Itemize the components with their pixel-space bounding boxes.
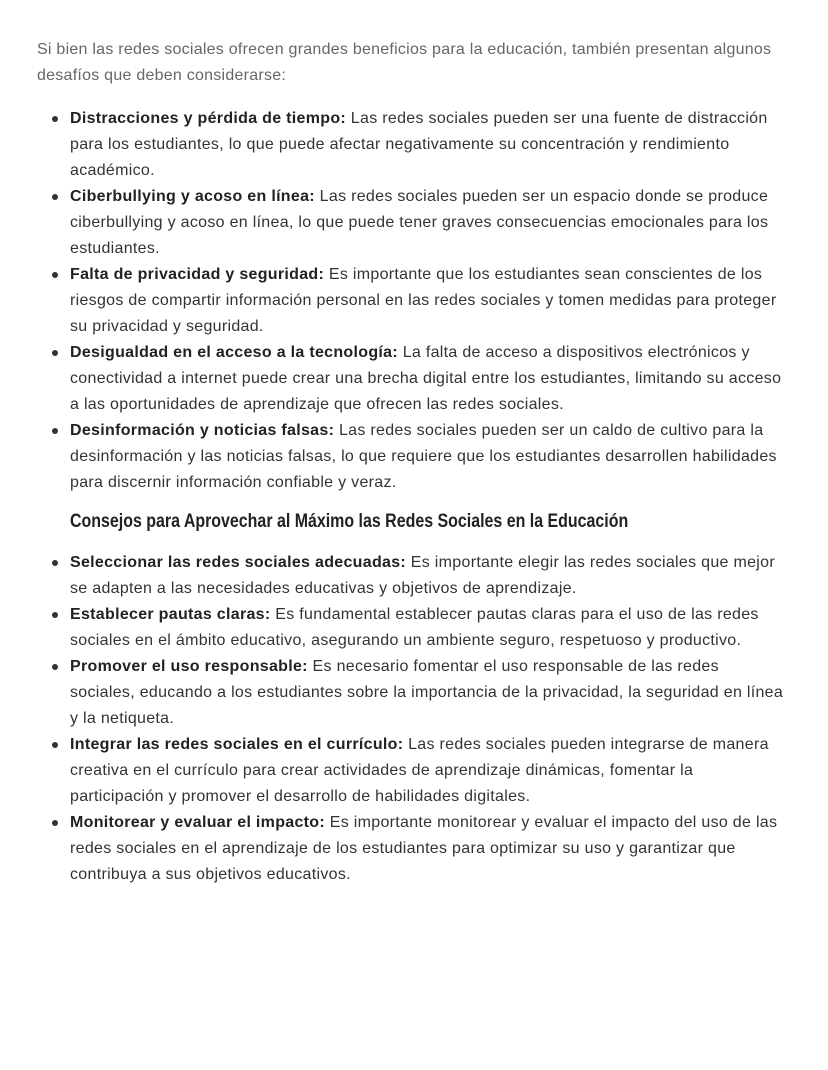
item-text: Es fundamental establecer pautas claras para el uso de las redes sociales en el ámbito educativo, asegurando un ambiente seguro, respetuoso y productivo. — [70, 606, 759, 649]
item-title: Seleccionar las redes sociales adecuadas: — [70, 554, 407, 571]
item-title: Integrar las redes sociales en el currículo: — [70, 736, 404, 753]
item-title: Desinformación y noticias falsas: — [70, 422, 335, 439]
item-title: Establecer pautas claras: — [70, 606, 271, 623]
list-item — [70, 184, 787, 262]
item-title: Promover el uso responsable: — [70, 658, 308, 675]
list-item — [70, 262, 787, 340]
item-title: Ciberbullying y acoso en línea: — [70, 188, 315, 205]
list-item — [70, 654, 787, 732]
intro-paragraph: Si bien las redes sociales ofrecen grandes beneficios para la educación, también presentan algunos desafíos que deben considerarse: — [37, 41, 772, 84]
item-title: Desigualdad en el acceso a la tecnología: — [70, 344, 398, 361]
section-heading: Consejos para Aprovechar al Máximo las Redes Sociales en la Educación — [70, 511, 629, 532]
item-text: Las redes sociales pueden ser un caldo de cultivo para la desinformación y las noticias falsas, lo que requiere que los estudiantes desarrollen habilidades para discernir información confiable y veraz. — [70, 422, 777, 491]
item-text: Es importante que los estudiantes sean conscientes de los riesgos de compartir información personal en las redes sociales y tomen medidas para proteger su privacidad y seguridad. — [70, 266, 777, 335]
item-title: Distracciones y pérdida de tiempo: — [70, 110, 347, 127]
item-text: Es importante elegir las redes sociales que mejor se adapten a las necesidades educativas y objetivos de aprendizaje. — [70, 554, 775, 597]
list-item — [70, 810, 787, 888]
item-text: Es importante monitorear y evaluar el impacto del uso de las redes sociales en el aprendizaje de los estudiantes para optimizar su uso y garantizar que contribuya a sus objetivos educativos. — [70, 814, 778, 883]
tips-list — [37, 550, 787, 888]
list-item — [70, 106, 787, 184]
item-title: Falta de privacidad y seguridad: — [70, 266, 325, 283]
list-item — [70, 340, 787, 418]
list-item — [70, 418, 787, 496]
item-title: Monitorear y evaluar el impacto: — [70, 814, 326, 831]
list-item — [70, 602, 787, 654]
item-text: Las redes sociales pueden ser una fuente de distracción para los estudiantes, lo que puede afectar negativamente su concentración y rendimiento académico. — [70, 110, 768, 179]
article-content — [37, 37, 787, 888]
list-item — [70, 550, 787, 602]
challenges-list — [37, 106, 787, 496]
item-text: Es necesario fomentar el uso responsable de las redes sociales, educando a los estudiantes sobre la importancia de la privacidad, la seguridad en línea y la netiqueta. — [70, 658, 784, 727]
item-text: Las redes sociales pueden integrarse de manera creativa en el currículo para crear actividades de aprendizaje dinámicas, fomentar la participación y promover el desarrollo de habilidades digitales. — [70, 736, 769, 805]
item-text: La falta de acceso a dispositivos electrónicos y conectividad a internet puede crear una brecha digital entre los estudiantes, limitando su acceso a las oportunidades de aprendizaje que ofrecen las redes sociales. — [70, 344, 782, 413]
item-text: Las redes sociales pueden ser un espacio donde se produce ciberbullying y acoso en línea, lo que puede tener graves consecuencias emocionales para los estudiantes. — [70, 188, 769, 257]
list-item — [70, 732, 787, 810]
